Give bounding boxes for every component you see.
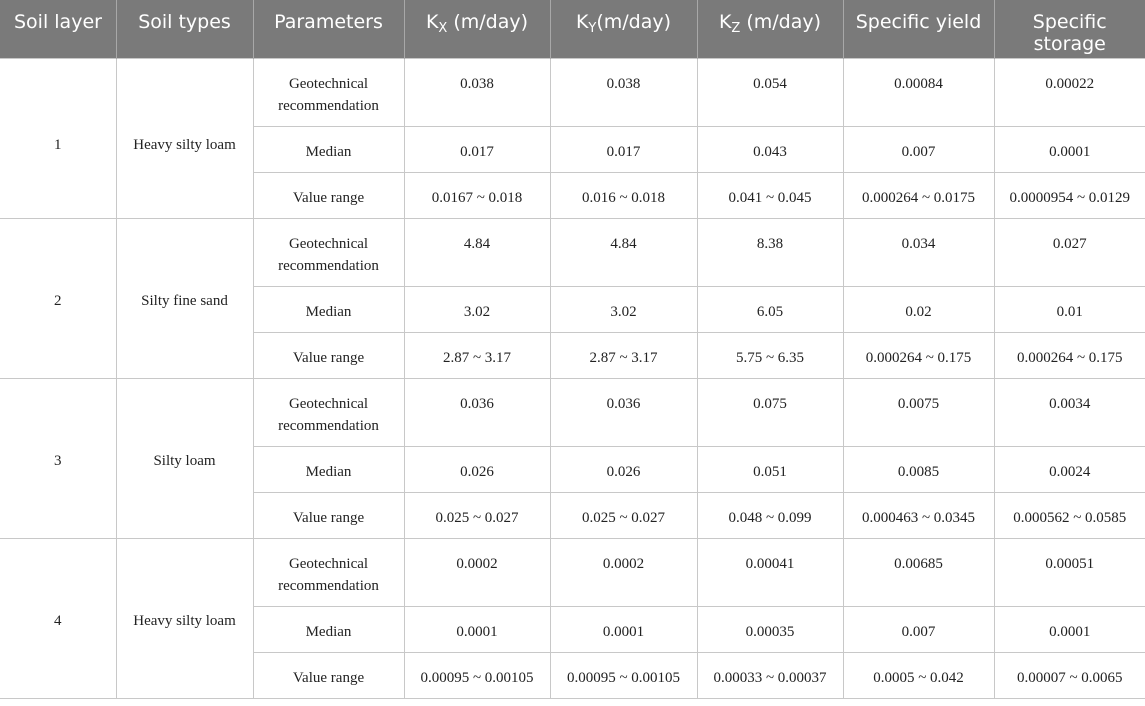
specific-storage-cell: 0.0001	[994, 126, 1145, 172]
specific-yield-cell: 0.00685	[843, 538, 994, 606]
ky-subscript: Y	[588, 21, 597, 36]
header-kx	[404, 0, 550, 58]
kz-cell: 0.00033 ~ 0.00037	[697, 652, 843, 698]
kx-cell: 0.0002	[404, 538, 550, 606]
soil-type-cell: Silty fine sand	[116, 218, 253, 378]
soil-layer-cell: 1	[0, 58, 116, 218]
kz-cell: 0.043	[697, 126, 843, 172]
parameter-cell: Median	[253, 126, 404, 172]
parameter-cell: Geotechnical recommendation	[253, 58, 404, 126]
header-parameters: Parameters	[253, 0, 404, 58]
specific-yield-cell: 0.0085	[843, 446, 994, 492]
kz-cell: 0.00041	[697, 538, 843, 606]
specific-yield-cell: 0.034	[843, 218, 994, 286]
specific-storage-cell: 0.00022	[994, 58, 1145, 126]
ky-cell: 0.017	[550, 126, 697, 172]
parameter-cell: Geotechnical recommendation	[253, 218, 404, 286]
ky-cell: 0.038	[550, 58, 697, 126]
kz-cell: 0.048 ~ 0.099	[697, 492, 843, 538]
specific-storage-cell: 0.00007 ~ 0.0065	[994, 652, 1145, 698]
specific-storage-cell: 0.0000954 ~ 0.0129	[994, 172, 1145, 218]
header-specific-yield: Specific yield	[843, 0, 994, 58]
kx-cell: 0.026	[404, 446, 550, 492]
ky-cell: 3.02	[550, 286, 697, 332]
table-row	[0, 378, 1145, 446]
specific-storage-cell: 0.0034	[994, 378, 1145, 446]
ky-cell: 2.87 ~ 3.17	[550, 332, 697, 378]
header-soil-layer: Soil layer	[0, 0, 116, 58]
parameter-cell: Value range	[253, 652, 404, 698]
specific-yield-cell: 0.02	[843, 286, 994, 332]
specific-storage-cell: 0.01	[994, 286, 1145, 332]
ky-cell: 0.026	[550, 446, 697, 492]
header-row	[0, 0, 1145, 58]
ky-cell: 4.84	[550, 218, 697, 286]
ky-cell: 0.036	[550, 378, 697, 446]
kz-subscript: Z	[731, 21, 741, 36]
table-row	[0, 218, 1145, 286]
kx-cell: 0.00095 ~ 0.00105	[404, 652, 550, 698]
specific-yield-cell: 0.000264 ~ 0.175	[843, 332, 994, 378]
ky-unit: (m/day)	[596, 11, 672, 33]
ky-cell: 0.0002	[550, 538, 697, 606]
soil-type-cell: Heavy silty loam	[116, 58, 253, 218]
kz-cell: 8.38	[697, 218, 843, 286]
table-row	[0, 58, 1145, 126]
parameter-cell: Value range	[253, 332, 404, 378]
specific-storage-cell: 0.000264 ~ 0.175	[994, 332, 1145, 378]
kx-subscript: X	[438, 21, 448, 36]
kx-letter: K	[425, 11, 439, 33]
ky-cell: 0.016 ~ 0.018	[550, 172, 697, 218]
kz-cell: 0.041 ~ 0.045	[697, 172, 843, 218]
header-specific-storage: Specific storage	[994, 0, 1145, 58]
kz-cell: 0.00035	[697, 606, 843, 652]
kx-unit: (m/day)	[447, 11, 529, 33]
specific-yield-cell: 0.00084	[843, 58, 994, 126]
specific-yield-cell: 0.000463 ~ 0.0345	[843, 492, 994, 538]
parameter-cell: Median	[253, 606, 404, 652]
kx-cell: 4.84	[404, 218, 550, 286]
parameter-cell: Median	[253, 286, 404, 332]
kx-cell: 0.017	[404, 126, 550, 172]
specific-storage-cell: 0.0001	[994, 606, 1145, 652]
specific-yield-cell: 0.000264 ~ 0.0175	[843, 172, 994, 218]
parameter-cell: Geotechnical recommendation	[253, 538, 404, 606]
table-row	[0, 538, 1145, 606]
kx-cell: 0.025 ~ 0.027	[404, 492, 550, 538]
specific-yield-cell: 0.007	[843, 126, 994, 172]
header-ky	[550, 0, 697, 58]
kx-cell: 0.038	[404, 58, 550, 126]
kz-cell: 0.075	[697, 378, 843, 446]
specific-storage-cell: 0.0024	[994, 446, 1145, 492]
kx-cell: 0.036	[404, 378, 550, 446]
specific-storage-cell: 0.00051	[994, 538, 1145, 606]
parameter-cell: Median	[253, 446, 404, 492]
kz-letter: K	[718, 11, 732, 33]
soil-type-cell: Silty loam	[116, 378, 253, 538]
specific-yield-cell: 0.0005 ~ 0.042	[843, 652, 994, 698]
kx-cell: 0.0167 ~ 0.018	[404, 172, 550, 218]
kz-cell: 6.05	[697, 286, 843, 332]
kz-cell: 0.054	[697, 58, 843, 126]
parameter-cell: Value range	[253, 492, 404, 538]
ky-letter: K	[575, 11, 589, 33]
specific-yield-cell: 0.007	[843, 606, 994, 652]
parameter-cell: Value range	[253, 172, 404, 218]
kz-cell: 5.75 ~ 6.35	[697, 332, 843, 378]
header-kz	[697, 0, 843, 58]
specific-storage-cell: 0.027	[994, 218, 1145, 286]
kz-cell: 0.051	[697, 446, 843, 492]
ky-cell: 0.0001	[550, 606, 697, 652]
ky-cell: 0.025 ~ 0.027	[550, 492, 697, 538]
parameter-cell: Geotechnical recommendation	[253, 378, 404, 446]
kx-cell: 2.87 ~ 3.17	[404, 332, 550, 378]
kx-cell: 0.0001	[404, 606, 550, 652]
table-body	[0, 58, 1145, 698]
soil-layer-cell: 3	[0, 378, 116, 538]
kx-cell: 3.02	[404, 286, 550, 332]
soil-layer-cell: 4	[0, 538, 116, 698]
soil-type-cell: Heavy silty loam	[116, 538, 253, 698]
kz-unit: (m/day)	[740, 11, 822, 33]
header-soil-types: Soil types	[116, 0, 253, 58]
ky-cell: 0.00095 ~ 0.00105	[550, 652, 697, 698]
soil-layer-cell: 2	[0, 218, 116, 378]
specific-storage-cell: 0.000562 ~ 0.0585	[994, 492, 1145, 538]
specific-yield-cell: 0.0075	[843, 378, 994, 446]
